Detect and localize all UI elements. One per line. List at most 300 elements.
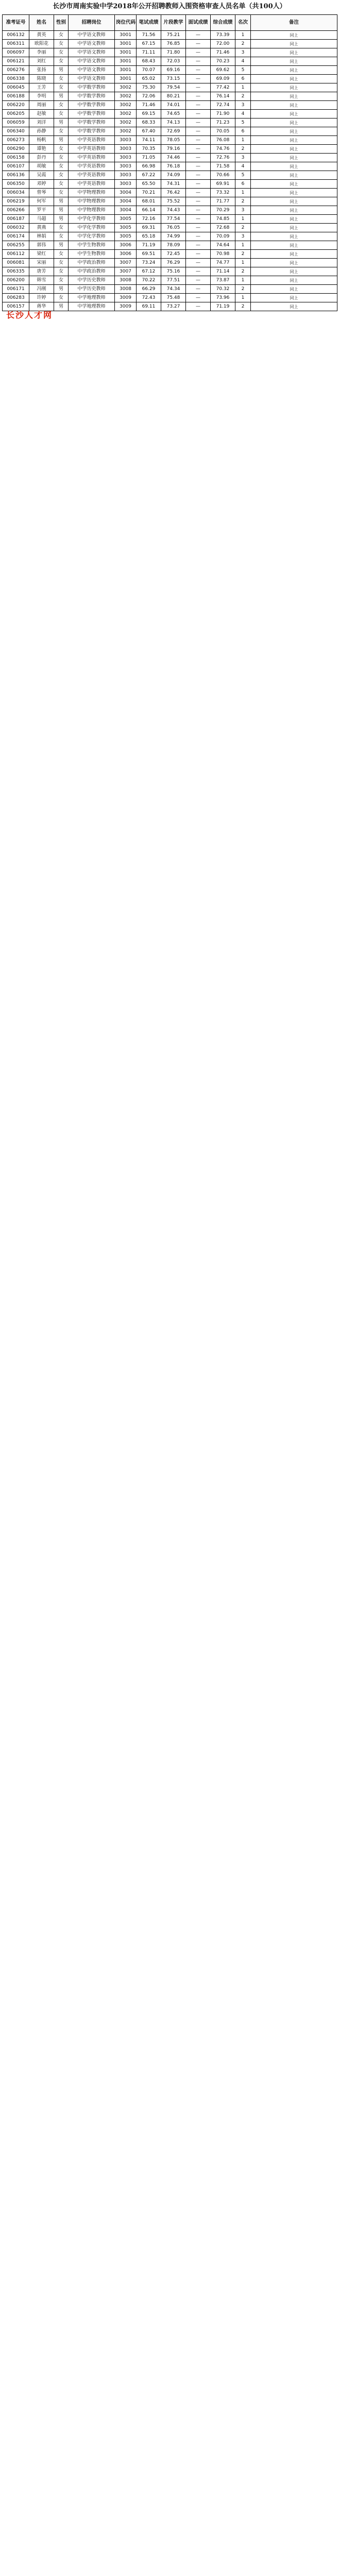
table-cell: 女 [54,48,69,57]
table-cell: 2 [235,250,251,259]
table-cell: 73.32 [211,189,235,197]
table-cell: 许婷 [29,294,54,302]
table-cell: 中学语文教师 [69,48,115,57]
table-cell: 72.76 [211,154,235,162]
table-cell: 男 [54,197,69,206]
table-cell: 006283 [3,294,29,302]
column-header: 招聘岗位 [69,15,115,31]
table-cell: — [186,31,211,40]
table-cell: — [186,276,211,285]
table-cell: 6 [235,75,251,83]
table-cell: 74.01 [161,101,186,110]
table-cell: — [186,189,211,197]
table-cell: — [186,83,211,92]
table-cell: 同上 [251,118,337,127]
table-cell: 69.62 [211,66,235,75]
table-cell: 女 [54,110,69,118]
table-cell: 1 [235,241,251,250]
table-cell: 71.19 [137,241,161,250]
table-cell: 宋丽 [29,259,54,267]
table-cell: 74.99 [161,232,186,241]
table-cell: 胡敏 [29,162,54,171]
table-cell: — [186,294,211,302]
table-cell: 韩雪 [29,276,54,285]
table-cell: 68.01 [137,197,161,206]
table-cell: — [186,250,211,259]
table-cell: 孙静 [29,127,54,136]
table-cell: 78.09 [161,241,186,250]
table-cell: 中学历史教师 [69,276,115,285]
table-cell: 71.77 [211,197,235,206]
table-cell: 同上 [251,224,337,232]
table-cell: 006200 [3,276,29,285]
table-cell: 77.51 [161,276,186,285]
table-cell: 006273 [3,136,29,145]
table-cell: 女 [54,75,69,83]
table-cell: 周丽 [29,101,54,110]
table-row [3,250,337,259]
table-cell: 72.69 [161,127,186,136]
table-cell: 66.14 [137,206,161,215]
table-cell: 同上 [251,66,337,75]
table-cell: 006132 [3,31,29,40]
table-cell: 74.43 [161,206,186,215]
table-cell: 3 [235,232,251,241]
table-body [3,31,337,311]
table-cell: 马超 [29,215,54,224]
table-cell: 006157 [3,302,29,311]
table-cell: 006220 [3,101,29,110]
table-cell: 男 [54,118,69,127]
table-cell: 2 [235,92,251,101]
table-cell: 74.65 [161,110,186,118]
table-cell: 同上 [251,294,337,302]
table-cell: 71.58 [211,162,235,171]
table-cell: 中学语文教师 [69,31,115,40]
table-cell: 3003 [115,154,137,162]
table-cell: 同上 [251,180,337,189]
table-row [3,48,337,57]
table-cell: 78.05 [161,136,186,145]
table-row [3,180,337,189]
table-cell: 女 [54,189,69,197]
table-cell: 女 [54,40,69,48]
table-cell: — [186,48,211,57]
table-cell: 006059 [3,118,29,127]
table-cell: 73.39 [211,31,235,40]
table-cell: 中学语文教师 [69,40,115,48]
table-row [3,136,337,145]
table-cell: 黄燕 [29,224,54,232]
table-cell: 3005 [115,224,137,232]
table-row [3,31,337,40]
table-cell: — [186,267,211,276]
table-header-row [3,15,337,31]
table-cell: 67.40 [137,127,161,136]
table-cell: 中学地理教师 [69,294,115,302]
table-cell: 中学生物教师 [69,250,115,259]
table-cell: 同上 [251,92,337,101]
table-row [3,276,337,285]
table-cell: 中学数学教师 [69,110,115,118]
table-cell: 69.31 [137,224,161,232]
table-row [3,171,337,180]
table-cell: 同上 [251,31,337,40]
table-cell: 中学英语教师 [69,162,115,171]
table-cell: 3009 [115,294,137,302]
table-cell: — [186,224,211,232]
table-cell: — [186,101,211,110]
table-cell: 3004 [115,189,137,197]
table-cell: 3007 [115,267,137,276]
table-cell: 1 [235,136,251,145]
table-cell: 69.51 [137,250,161,259]
table-cell: 男 [54,285,69,294]
table-cell: 女 [54,162,69,171]
table-cell: 006335 [3,267,29,276]
table-cell: 74.31 [161,180,186,189]
table-cell: 陈晓 [29,75,54,83]
table-cell: 中学化学教师 [69,224,115,232]
table-cell: 2 [235,197,251,206]
table-cell: 006174 [3,232,29,241]
table-cell: 中学政治教师 [69,259,115,267]
table-cell: 72.45 [161,250,186,259]
table-cell: 1 [235,31,251,40]
table-cell: 3 [235,48,251,57]
table-cell: 3 [235,101,251,110]
table-cell: 3001 [115,48,137,57]
table-cell: — [186,171,211,180]
table-cell: 同上 [251,83,337,92]
table-cell: 男 [54,241,69,250]
table-row [3,101,337,110]
table-cell: 75.21 [161,31,186,40]
table-cell: 76.18 [161,162,186,171]
table-cell: 3003 [115,180,137,189]
table-cell: 3008 [115,276,137,285]
table-cell: 75.48 [161,294,186,302]
table-cell: 冯刚 [29,285,54,294]
table-cell: 67.22 [137,171,161,180]
table-cell: 邓婷 [29,180,54,189]
site-watermark: 长沙人才网 [6,310,53,320]
table-cell: 同上 [251,145,337,154]
table-cell: 3 [235,154,251,162]
table-cell: 006338 [3,75,29,83]
table-cell: 罗平 [29,206,54,215]
table-cell: 彭丹 [29,154,54,162]
table-cell: 唐芳 [29,267,54,276]
table-cell: 中学语文教师 [69,57,115,66]
table-cell: 67.12 [137,267,161,276]
table-cell: 蒋华 [29,302,54,311]
table-cell: — [186,180,211,189]
table-cell: 006255 [3,241,29,250]
table-cell: 同上 [251,162,337,171]
table-cell: 女 [54,276,69,285]
table-cell: 76.05 [161,224,186,232]
table-cell: — [186,197,211,206]
table-cell: 71.90 [211,110,235,118]
table-cell: 77.54 [161,215,186,224]
table-cell: 69.09 [211,75,235,83]
table-row [3,232,337,241]
table-cell: 3006 [115,250,137,259]
table-cell: 2 [235,40,251,48]
table-cell: 72.16 [137,215,161,224]
table-cell: — [186,110,211,118]
table-cell: 女 [54,250,69,259]
table-cell: 69.11 [137,302,161,311]
table-cell: 郭伟 [29,241,54,250]
table-cell: 2 [235,285,251,294]
table-cell: 006045 [3,83,29,92]
table-cell: 74.09 [161,171,186,180]
table-row [3,83,337,92]
table-cell: 同上 [251,197,337,206]
table-cell: 同上 [251,276,337,285]
table-cell: 71.19 [211,302,235,311]
table-cell: — [186,40,211,48]
table-cell: 黄英 [29,31,54,40]
table-cell: 梁红 [29,250,54,259]
table-cell: 同上 [251,302,337,311]
table-cell: 女 [54,294,69,302]
table-cell: — [186,127,211,136]
table-cell: 女 [54,31,69,40]
table-cell: 李丽 [29,48,54,57]
table-cell: 3003 [115,171,137,180]
table-cell: 72.68 [211,224,235,232]
table-row [3,118,337,127]
table-cell: 71.05 [137,154,161,162]
table-cell: 中学数学教师 [69,101,115,110]
table-cell: 006340 [3,127,29,136]
table-cell: 70.05 [211,127,235,136]
table-row [3,40,337,48]
table-cell: 3008 [115,285,137,294]
table-cell: 女 [54,224,69,232]
table-cell: 1 [235,276,251,285]
table-cell: 006187 [3,215,29,224]
candidate-table [2,14,337,311]
table-cell: 006034 [3,189,29,197]
table-cell: 同上 [251,215,337,224]
table-cell: 同上 [251,206,337,215]
table-row [3,259,337,267]
table-cell: 79.16 [161,145,186,154]
table-cell: 66.29 [137,285,161,294]
table-cell: — [186,241,211,250]
table-cell: 3002 [115,127,137,136]
table-cell: 4 [235,162,251,171]
table-cell: 73.15 [161,75,186,83]
table-cell: 72.03 [161,57,186,66]
table-cell: 同上 [251,259,337,267]
table-cell: 女 [54,267,69,276]
table-cell: 006188 [3,92,29,101]
table-cell: 同上 [251,285,337,294]
table-row [3,145,337,154]
table-cell: 70.07 [137,66,161,75]
table-row [3,66,337,75]
table-cell: 中学数学教师 [69,92,115,101]
table-cell: 72.74 [211,101,235,110]
table-cell: 中学政治教师 [69,267,115,276]
table-cell: 中学化学教师 [69,215,115,224]
table-cell: 杨帆 [29,136,54,145]
table-cell: 3001 [115,75,137,83]
table-cell: 中学数学教师 [69,118,115,127]
table-cell: 女 [54,171,69,180]
table-cell: 75.52 [161,197,186,206]
table-cell: — [186,75,211,83]
table-cell: 006266 [3,206,29,215]
table-cell: 1 [235,215,251,224]
table-cell: 3 [235,206,251,215]
table-cell: 69.16 [161,66,186,75]
table-cell: 中学历史教师 [69,285,115,294]
table-cell: — [186,154,211,162]
table-row [3,224,337,232]
table-row [3,197,337,206]
table-row [3,75,337,83]
table-cell: 006311 [3,40,29,48]
table-cell: 70.66 [211,171,235,180]
table-row [3,267,337,276]
table-cell: 女 [54,259,69,267]
table-cell: 3002 [115,118,137,127]
table-cell: 71.11 [137,48,161,57]
table-cell: 4 [235,57,251,66]
table-cell: 中学生物教师 [69,241,115,250]
table-cell: 同上 [251,57,337,66]
table-cell: 68.43 [137,57,161,66]
table-cell: — [186,259,211,267]
table-cell: — [186,66,211,75]
table-cell: 同上 [251,250,337,259]
table-cell: 76.14 [211,92,235,101]
table-cell: 王芳 [29,83,54,92]
table-cell: 张扬 [29,66,54,75]
table-cell: 中学英语教师 [69,136,115,145]
table-cell: 同上 [251,75,337,83]
table-cell: 65.18 [137,232,161,241]
table-cell: 74.46 [161,154,186,162]
column-header: 片段教学 [161,15,186,31]
table-cell: 女 [54,127,69,136]
table-cell: 男 [54,215,69,224]
table-row [3,206,337,215]
table-cell: 006171 [3,285,29,294]
table-cell: 3002 [115,101,137,110]
table-row [3,110,337,118]
table-cell: 006136 [3,171,29,180]
table-cell: — [186,57,211,66]
table-cell: 女 [54,83,69,92]
table-cell: 006205 [3,110,29,118]
column-header: 性别 [54,15,69,31]
table-cell: 75.30 [137,83,161,92]
table-cell: 女 [54,145,69,154]
column-header: 综合成绩 [211,15,235,31]
table-cell: 曾琴 [29,189,54,197]
table-cell: 3004 [115,197,137,206]
table-cell: 同上 [251,171,337,180]
table-cell: 3004 [115,206,137,215]
table-cell: 5 [235,118,251,127]
table-cell: — [186,232,211,241]
table-cell: 3001 [115,66,137,75]
table-cell: 3007 [115,259,137,267]
table-cell: 3001 [115,57,137,66]
column-header: 岗位代码 [115,15,137,31]
table-cell: 69.15 [137,110,161,118]
document-title: 长沙市周南实验中学2018年公开招聘教师入围资格审查人员名单（共100人） [53,3,286,10]
table-cell: 吴霞 [29,171,54,180]
table-row [3,285,337,294]
table-cell: 3009 [115,302,137,311]
table-cell: 74.64 [211,241,235,250]
table-cell: 同上 [251,154,337,162]
table-cell: 80.21 [161,92,186,101]
table-cell: 同上 [251,267,337,276]
table-cell: 73.24 [137,259,161,267]
table-cell: — [186,162,211,171]
table-cell: 66.98 [137,162,161,171]
table-cell: 4 [235,110,251,118]
table-cell: 69.91 [211,180,235,189]
table-cell: 1 [235,189,251,197]
table-cell: 同上 [251,48,337,57]
table-row [3,189,337,197]
table-cell: 3003 [115,145,137,154]
table-cell: 同上 [251,232,337,241]
table-cell: 女 [54,57,69,66]
column-header: 姓名 [29,15,54,31]
table-cell: 71.56 [137,31,161,40]
table-cell: — [186,285,211,294]
table-cell: 74.77 [211,259,235,267]
table-cell: 男 [54,92,69,101]
table-cell: 71.23 [211,118,235,127]
table-cell: 女 [54,232,69,241]
table-cell: 006290 [3,145,29,154]
table-cell: 同上 [251,241,337,250]
table-cell: 6 [235,127,251,136]
table-cell: 3001 [115,31,137,40]
table-cell: 006081 [3,259,29,267]
table-cell: 3003 [115,162,137,171]
table-cell: 006112 [3,250,29,259]
table-cell: 71.46 [137,101,161,110]
table-cell: 70.22 [137,276,161,285]
column-header: 备注 [251,15,337,31]
table-cell: 同上 [251,101,337,110]
table-cell: 林娟 [29,232,54,241]
table-cell: 中学语文教师 [69,66,115,75]
table-cell: 5 [235,66,251,75]
table-cell: 74.34 [161,285,186,294]
table-cell: 2 [235,224,251,232]
table-row [3,154,337,162]
table-cell: 男 [54,66,69,75]
table-cell: 76.29 [161,259,186,267]
table-cell: 何军 [29,197,54,206]
table-cell: 3002 [115,110,137,118]
table-cell: 中学物理教师 [69,189,115,197]
